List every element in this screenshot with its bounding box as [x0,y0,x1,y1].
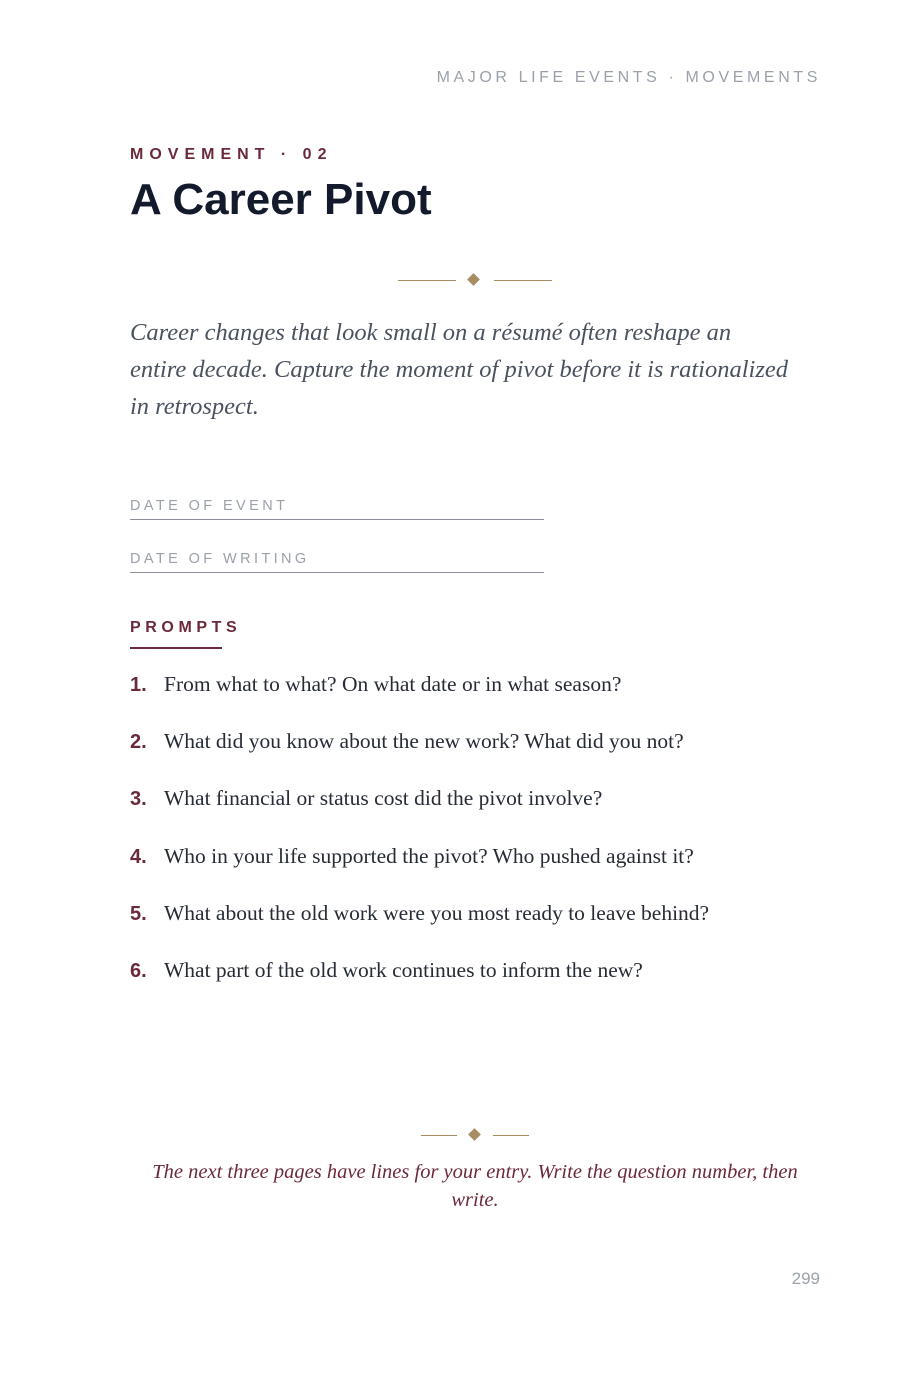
bottom-ornament [421,1130,529,1142]
prompt-item [130,786,830,843]
diamond-icon [467,273,480,286]
page-title: A Career Pivot [130,175,432,224]
ornament-line-left [421,1135,457,1136]
prompt-text: Who in your life supported the pivot? Who pushed against it? [164,843,694,868]
date-of-writing-label: DATE OF WRITING [130,551,310,567]
prompt-text: What financial or status cost did the pivot involve? [164,786,603,811]
ornament-line-left [398,280,456,281]
prompt-item [130,901,830,958]
prompt-number: 5. [130,902,147,925]
prompt-text: What part of the old work continues to inform the new? [164,957,643,982]
prompt-number: 6. [130,959,147,982]
date-of-event-label: DATE OF EVENT [130,498,289,514]
prompt-text: What did you know about the new work? What did you not? [164,729,684,754]
lede-paragraph: Career changes that look small on a résumé often reshape an entire decade. Capture the moment of pivot before it is rationalized in retrospect. [130,319,788,420]
prompt-item [130,672,830,729]
prompt-item [130,844,830,901]
prompt-item [130,958,830,1015]
diamond-icon [468,1128,481,1141]
date-of-writing-field[interactable] [130,550,544,573]
prompts-underline [130,647,222,649]
movement-kicker: MOVEMENT · 02 [130,146,333,163]
date-of-event-field[interactable] [130,497,544,520]
ornament-line-right [493,1135,529,1136]
prompt-number: 4. [130,845,147,868]
prompt-number: 2. [130,731,147,754]
page-number: 299 [791,1269,820,1288]
prompt-number: 1. [130,674,147,696]
prompts-heading: PROMPTS [130,619,242,636]
ornament-line-right [494,280,552,281]
footer-note: The next three pages have lines for your entry. Write the question number, then write. [152,1161,798,1211]
prompt-number: 3. [130,788,147,811]
top-ornament [398,275,552,287]
prompt-list [130,672,830,1015]
prompt-item [130,729,830,786]
prompt-text: From what to what? On what date or in what season? [164,672,622,696]
running-head: MAJOR LIFE EVENTS · MOVEMENTS [436,69,821,86]
prompt-text: What about the old work were you most ready to leave behind? [164,900,710,925]
